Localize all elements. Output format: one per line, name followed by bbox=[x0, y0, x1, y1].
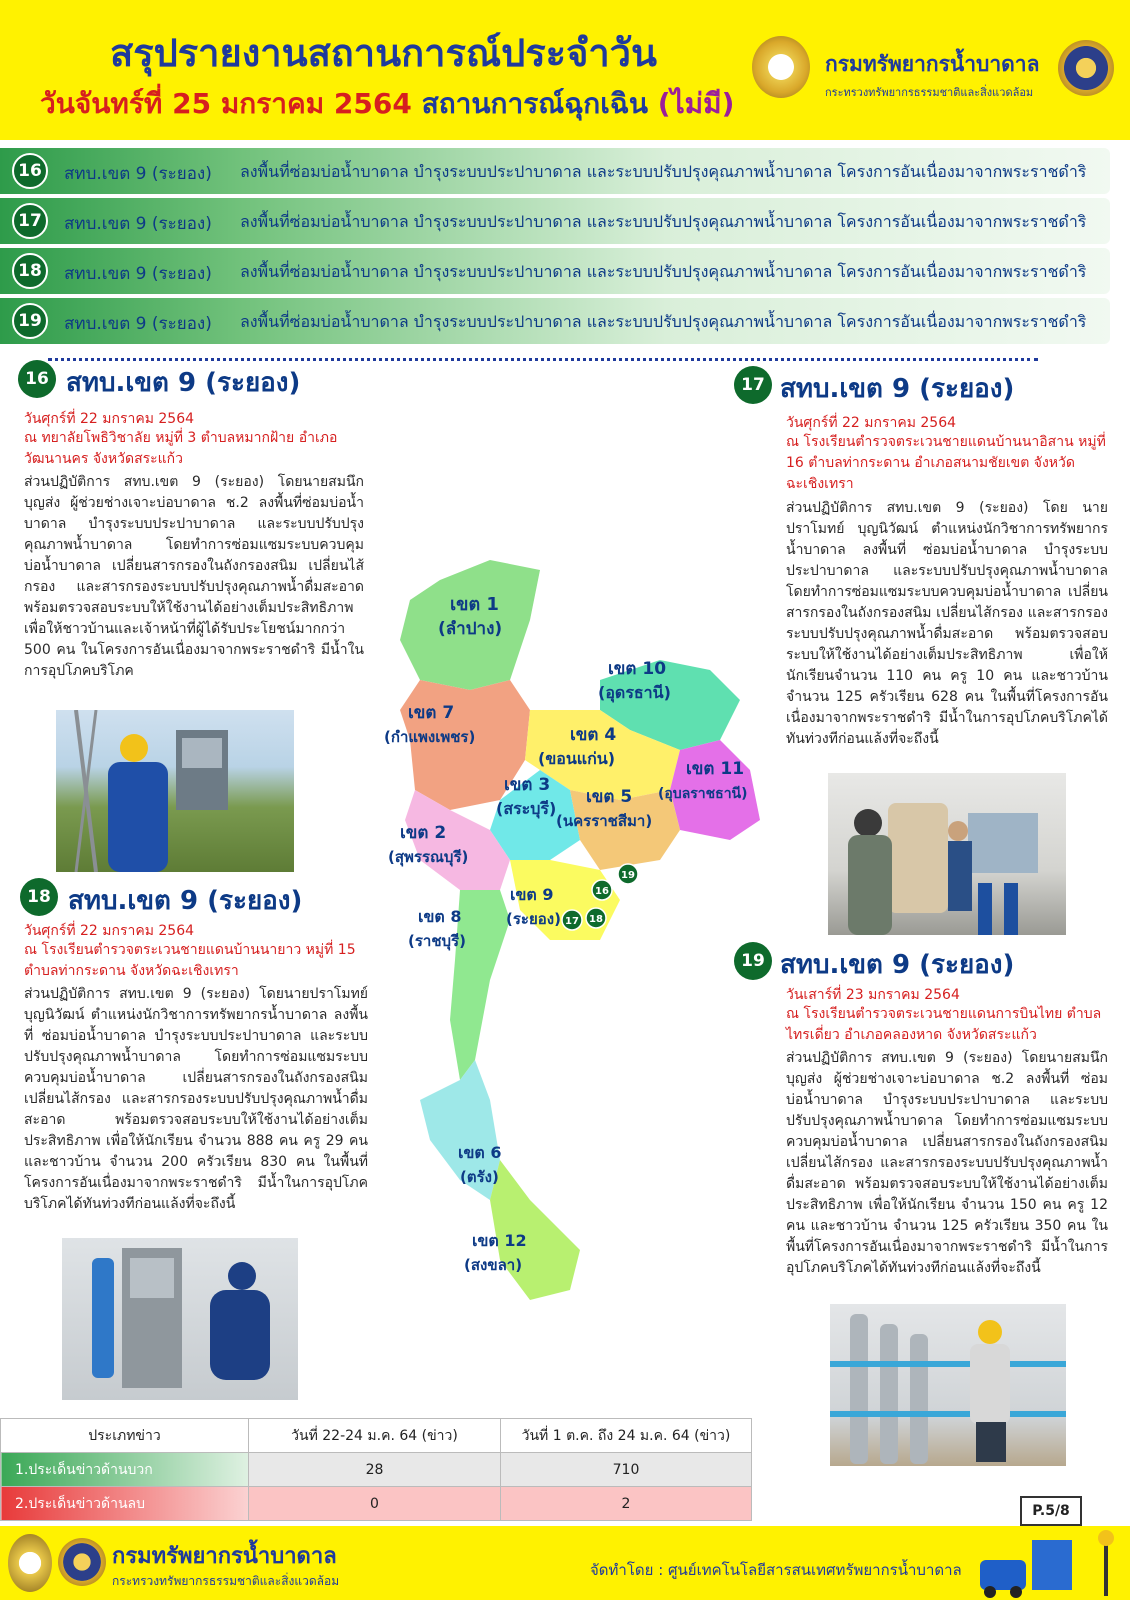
map-region-label-5: เขต 5 bbox=[586, 787, 633, 807]
row-number-badge: 16 bbox=[12, 153, 48, 189]
row-description: ลงพื้นที่ซ่อมบ่อน้ำบาดาล บำรุงระบบประปาบาดาล และระบบปรับปรุงคุณภาพน้ำบาดาล โครงการอันเนื่องมาจากพระราชดำริ bbox=[240, 212, 1087, 231]
map-region-sub-11: (อุบลราชธานี) bbox=[658, 786, 748, 802]
row-office-label: สทบ.เขต 9 (ระยอง) bbox=[64, 214, 212, 234]
header-org bbox=[825, 48, 1039, 101]
pipes-photo-illustration bbox=[830, 1304, 1066, 1466]
table-row-label: 1.ประเด็นข่าวด้านบวก bbox=[1, 1453, 249, 1487]
map-region-label-8: เขต 8 bbox=[418, 907, 462, 926]
card-place: ณ โรงเรียนตำรวจตระเวนชายแดนบ้านนาอิสาน หมู่ที่ 16 ตำบลท่ากระดาน อำเภอสนามชัยเขต จังหวัดฉะเชิงเทรา bbox=[786, 434, 1106, 492]
card-photo bbox=[56, 710, 294, 872]
row-office-label: สทบ.เขต 9 (ระยอง) bbox=[64, 314, 212, 334]
table-header-cell: วันที่ 1 ต.ค. ถึง 24 ม.ค. 64 (ข่าว) bbox=[501, 1419, 752, 1453]
map-region-label-6: เขต 6 bbox=[458, 1143, 502, 1162]
footer-ministry-seal-icon bbox=[8, 1534, 52, 1592]
map-region-sub-9: (ระยอง) bbox=[506, 910, 561, 928]
map-region-label-7: เขต 7 bbox=[408, 703, 455, 723]
repair-photo-illustration bbox=[62, 1238, 298, 1400]
row-number-badge: 17 bbox=[12, 203, 48, 239]
report-date-line bbox=[40, 82, 734, 126]
map-region-label-2: เขต 2 bbox=[400, 823, 447, 843]
row-description: ลงพื้นที่ซ่อมบ่อน้ำบาดาล บำรุงระบบประปาบาดาล และระบบปรับปรุงคุณภาพน้ำบาดาล โครงการอันเนื่องมาจากพระราชดำริ bbox=[240, 162, 1087, 181]
page-number: P.5/8 bbox=[1020, 1496, 1082, 1526]
map-region-label-11: เขต 11 bbox=[686, 759, 745, 779]
map-marker-label-17: 17 bbox=[565, 916, 579, 927]
filter-room-photo-illustration bbox=[828, 773, 1066, 935]
table-header-cell: วันที่ 22-24 ม.ค. 64 (ข่าว) bbox=[249, 1419, 501, 1453]
row-number-badge: 19 bbox=[12, 303, 48, 339]
map-region-sub-10: (อุดรธานี) bbox=[598, 683, 671, 702]
worker-photo-illustration bbox=[56, 710, 294, 872]
footer-org-name: กรมทรัพยากรน้ำบาดาล bbox=[112, 1544, 337, 1569]
card-date: วันเสาร์ที่ 23 มกราคม 2564 bbox=[786, 987, 960, 1003]
map-region-sub-8: (ราชบุรี) bbox=[408, 932, 466, 950]
card-photo bbox=[830, 1304, 1066, 1466]
emergency-status: (ไม่มี) bbox=[657, 87, 735, 120]
table-cell: 2 bbox=[501, 1487, 752, 1521]
section-divider bbox=[48, 358, 1038, 361]
card-title: สทบ.เขต 9 (ระยอง) bbox=[780, 374, 1015, 404]
card-body: ส่วนปฏิบัติการ สทบ.เขต 9 (ระยอง) โดยนายปราโมทย์ บุญนิวัฒน์ ตำแหน่งนักวิชาการทรัพยากรน้ำบาดาล ลงพื้นที่ ซ่อมบ่อน้ำบาดาล บำรุงระบบประปาบาดาล และระบบปรับปรุงคุณภาพน้ำบาดาล โดยทำการซ่อมแซมระบบควบคุมบ่อน้ำบาดาล เปลี่ยนสารกรองในถังกรองสนิม เปลี่ยนไส้กรอง และสารกรองระบบปรับปรุงคุณภาพน้ำดื่มสะอาด พร้อมตรวจสอบระบบให้ใช้งานได้อย่างเต็มประสิทธิภาพ เพื่อให้นักเรียน จำนวน 888 คน ครู 29 คน และชาวบ้าน จำนวน 200 ครัวเรียน 830 คน ในพื้นที่โครงการอันเนื่องมาจากพระราชดำริ มีน้ำในการอุปโภคบริโภคได้ทันท่วงทีก่อนแล้งที่จะถึงนี้ bbox=[24, 986, 368, 1212]
row-number-badge: 18 bbox=[12, 253, 48, 289]
ministry-seal-icon bbox=[752, 36, 810, 98]
card-photo bbox=[62, 1238, 298, 1400]
table-header-row bbox=[1, 1419, 752, 1453]
header-org-sub: กระทรวงทรัพยากรธรรมชาติและสิ่งแวดล้อม bbox=[825, 86, 1034, 99]
map-region-sub-2: (สุพรรณบุรี) bbox=[388, 848, 469, 866]
department-seal-icon bbox=[1058, 40, 1114, 96]
summary-row-16 bbox=[0, 148, 1110, 194]
card-date: วันศุกร์ที่ 22 มกราคม 2564 bbox=[786, 415, 957, 431]
card-title: สทบ.เขต 9 (ระยอง) bbox=[780, 950, 1015, 980]
header-org-name: กรมทรัพยากรน้ำบาดาล bbox=[825, 52, 1040, 76]
card-body: ส่วนปฏิบัติการ สทบ.เขต 9 (ระยอง) โดยนายสมนึก บุญส่ง ผู้ช่วยช่างเจาะบ่อบาดาล ช.2 ลงพื้นที่ซ่อมบ่อน้ำบาดาล บำรุงระบบประปาบาดาล และระบบปรับปรุงคุณภาพน้ำบาดาล โดยทำการซ่อมแซมระบบควบคุมบ่อน้ำบาดาล เปลี่ยนสารกรองในถังกรองสนิม เปลี่ยนไส้กรอง และสารกรองระบบปรับปรุงคุณภาพน้ำดื่มสะอาด พร้อมตรวจสอบระบบให้ใช้งานได้อย่างเต็มประสิทธิภาพ เพื่อให้ชาวบ้านและเจ้าหน้าที่ผู้ได้รับประโยชน์มากกว่า 500 คน ในโครงการอันเนื่องมาจากพระราชดำริ มีน้ำใน การอุปโภคบริโภค bbox=[24, 474, 364, 679]
card-place: ณ โรงเรียนตำรวจตระเวนชายแดนบ้านนายาว หมู่ที่ 15 ตำบลท่ากระดาน จังหวัดฉะเชิงเทรา bbox=[24, 942, 356, 979]
summary-row-19 bbox=[0, 298, 1110, 344]
footer-department-seal-icon bbox=[58, 1538, 106, 1586]
card-body: ส่วนปฏิบัติการ สทบ.เขต 9 (ระยอง) โดย นายปราโมทย์ บุญนิวัฒน์ ตำแหน่งนักวิชาการทรัพยากรน้ำบาดาล ลงพื้นที่ ซ่อมบ่อน้ำบาดาล บำรุงระบบประปาบาดาล และระบบปรับปรุงคุณภาพน้ำบาดาล โดยทำการซ่อมแซมระบบควบคุมบ่อน้ำบาดาล เปลี่ยนสารกรองในถังกรองสนิม เปลี่ยนไส้กรอง และสารกรองระบบปรับปรุงคุณภาพน้ำดื่มสะอาด พร้อมตรวจสอบระบบให้ใช้งานได้อย่างเต็มประสิทธิภาพ เพื่อให้นักเรียนจำนวน 110 คน ครู 10 คน และชาวบ้านจำนวน 125 ครัวเรียน 628 คน ในพื้นที่โครงการอันเนื่องมาจากพระราชดำริ มีน้ำในการอุปโภคบริโภคได้ทันท่วงทีก่อนแล้งที่จะถึงนี้ bbox=[786, 500, 1108, 747]
card-date: วันศุกร์ที่ 22 มกราคม 2564 bbox=[24, 923, 195, 939]
map-marker-label-19: 19 bbox=[621, 870, 635, 881]
map-region-sub-1: (ลำปาง) bbox=[438, 619, 503, 639]
emergency-label: สถานการณ์ฉุกเฉิน bbox=[421, 87, 649, 120]
map-region-sub-7: (กำแพงเพชร) bbox=[384, 728, 476, 746]
map-region-label-12: เขต 12 bbox=[472, 1231, 527, 1250]
table-cell: 28 bbox=[249, 1453, 501, 1487]
row-office-label: สทบ.เขต 9 (ระยอง) bbox=[64, 164, 212, 184]
map-region-label-1: เขต 1 bbox=[450, 594, 499, 615]
table-row bbox=[1, 1453, 752, 1487]
summary-row-17 bbox=[0, 198, 1110, 244]
summary-row-18 bbox=[0, 248, 1110, 294]
map-region-sub-5: (นครราชสีมา) bbox=[556, 812, 653, 830]
map-marker-label-18: 18 bbox=[589, 914, 603, 925]
map-region-12 bbox=[490, 1160, 580, 1300]
page-footer bbox=[0, 1526, 1130, 1600]
map-region-sub-12: (สงขลา) bbox=[464, 1256, 523, 1274]
report-title: สรุปรายงานสถานการณ์ประจำวัน bbox=[110, 31, 657, 75]
card-title: สทบ.เขต 9 (ระยอง) bbox=[66, 368, 301, 398]
card-title: สทบ.เขต 9 (ระยอง) bbox=[68, 886, 303, 916]
card-number-badge: 16 bbox=[18, 360, 56, 398]
table-row-label: 2.ประเด็นข่าวด้านลบ bbox=[1, 1487, 249, 1521]
news-summary-table bbox=[0, 1418, 752, 1521]
row-description: ลงพื้นที่ซ่อมบ่อน้ำบาดาล บำรุงระบบประปาบาดาล และระบบปรับปรุงคุณภาพน้ำบาดาล โครงการอันเนื่องมาจากพระราชดำริ bbox=[240, 312, 1087, 331]
map-region-label-3: เขต 3 bbox=[504, 775, 551, 795]
table-cell: 710 bbox=[501, 1453, 752, 1487]
map-region-sub-3: (สระบุรี) bbox=[496, 799, 557, 818]
row-description: ลงพื้นที่ซ่อมบ่อน้ำบาดาล บำรุงระบบประปาบาดาล และระบบปรับปรุงคุณภาพน้ำบาดาล โครงการอันเนื่องมาจากพระราชดำริ bbox=[240, 262, 1087, 281]
card-date: วันศุกร์ที่ 22 มกราคม 2564 bbox=[24, 411, 195, 427]
map-region-label-10: เขต 10 bbox=[608, 659, 667, 679]
map-region-sub-6: (ตรัง) bbox=[460, 1168, 499, 1186]
map-region-label-4: เขต 4 bbox=[570, 725, 617, 745]
page-header bbox=[0, 0, 1130, 140]
footer-org-sub: กระทรวงทรัพยากรธรรมชาติและสิ่งแวดล้อม bbox=[112, 1574, 340, 1588]
map-marker-label-16: 16 bbox=[595, 886, 609, 897]
report-date: วันจันทร์ที่ 25 มกราคม 2564 bbox=[40, 87, 412, 120]
footer-produced-by: จัดทำโดย : ศูนย์เทคโนโลยีสารสนเทศทรัพยากรน้ำบาดาล bbox=[590, 1561, 962, 1579]
card-place: ณ โรงเรียนตำรวจตระเวนชายแดนการบินไทย ตำบลไทรเดี่ยว อำเภอคลองหาด จังหวัดสระแก้ว bbox=[786, 1006, 1102, 1043]
row-office-label: สทบ.เขต 9 (ระยอง) bbox=[64, 264, 212, 284]
table-header-cell: ประเภทข่าว bbox=[1, 1419, 249, 1453]
table-row bbox=[1, 1487, 752, 1521]
card-number-badge: 18 bbox=[20, 878, 58, 916]
drilling-rig-icon bbox=[976, 1530, 1126, 1600]
card-place: ณ ทยาลัยโพธิวิชาลัย หมู่ที่ 3 ตำบลหมากฝ้าย อำเภอวัฒนานคร จังหวัดสระแก้ว bbox=[24, 430, 338, 467]
thailand-region-map bbox=[380, 560, 800, 1330]
map-region-sub-4: (ขอนแก่น) bbox=[538, 749, 616, 768]
table-cell: 0 bbox=[249, 1487, 501, 1521]
card-photo bbox=[828, 773, 1066, 935]
card-number-badge: 19 bbox=[734, 942, 772, 980]
map-region-label-9: เขต 9 bbox=[510, 885, 554, 904]
card-number-badge: 17 bbox=[734, 366, 772, 404]
card-body: ส่วนปฏิบัติการ สทบ.เขต 9 (ระยอง) โดยนายสมนึก บุญส่ง ผู้ช่วยช่างเจาะบ่อบาดาล ช.2 ลงพื้นที่ ซ่อมบ่อน้ำบาดาล บำรุงระบบประปาบาดาล และระบบปรับปรุงคุณภาพน้ำบาดาล โดยทำการซ่อมแซมระบบควบคุมบ่อน้ำบาดาล เปลี่ยนสารกรองในถังกรองสนิม เปลี่ยนไส้กรอง และสารกรองระบบปรับปรุงคุณภาพน้ำดื่มสะอาด พร้อมตรวจสอบระบบให้ใช้งานได้อย่างเต็มประสิทธิภาพ เพื่อให้นักเรียน จำนวน 150 คน ครู 12 คน และชาวบ้าน จำนวน 125 ครัวเรียน 350 คน ในพื้นที่โครงการอันเนื่องมาจากพระราชดำริ มีน้ำในการอุปโภคบริโภคได้ทันท่วงทีก่อนแล้งที่จะถึงนี้ bbox=[786, 1050, 1108, 1276]
